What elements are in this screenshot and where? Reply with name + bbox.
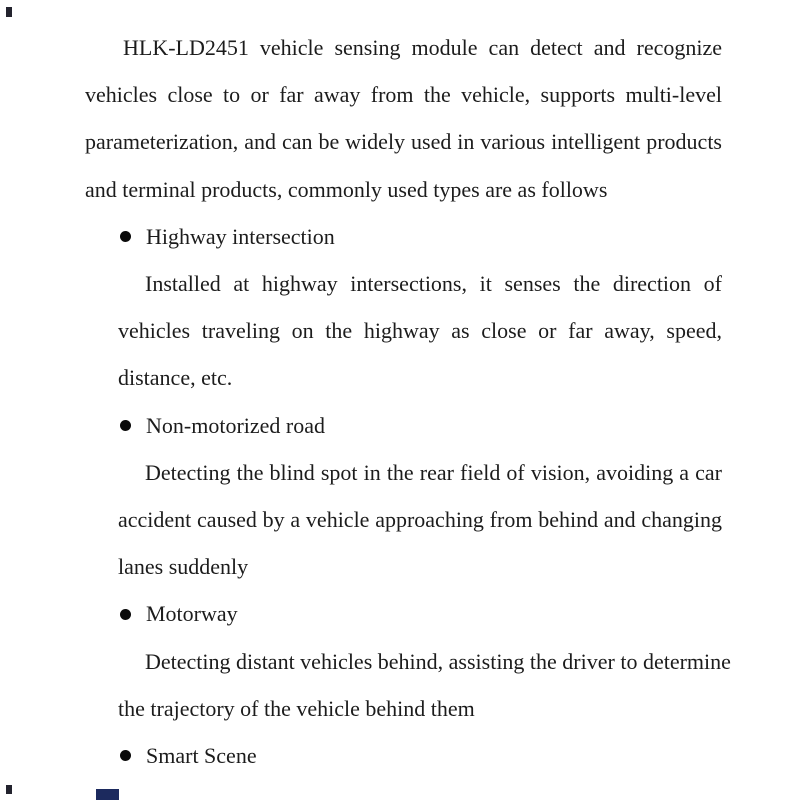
page-edge-artifact-top-left [6, 7, 12, 17]
bullet-description-line: Detecting the blind spot in the rear field of vision, avoiding a car [145, 459, 722, 485]
bullet-description-line: Detecting distant vehicles behind, assisting the driver to determine [145, 648, 731, 674]
bullet-dot-icon [120, 420, 131, 431]
document-content [85, 24, 731, 779]
page-edge-artifact-bottom-bar [96, 789, 119, 800]
bullet-dot-icon [120, 609, 131, 620]
bullet-description-line: the trajectory of the vehicle behind them [118, 695, 475, 721]
bullet-dot-icon [120, 231, 131, 242]
intro-paragraph-line: vehicles close to or far away from the vehicle, supports multi-level [85, 82, 722, 108]
bullet-item [120, 732, 722, 779]
bullet-label: Motorway [146, 601, 238, 627]
bullet-description-line: vehicles traveling on the highway as close or far away, speed, [118, 318, 722, 344]
bullet-description-line: lanes suddenly [118, 554, 249, 580]
bullet-item [120, 590, 722, 637]
page-edge-artifact-bottom-left [6, 785, 12, 794]
intro-paragraph-line: HLK-LD2451 vehicle sensing module can detect and recognize [123, 35, 722, 60]
intro-paragraph-line: parameterization, and can be widely used in various intelligent products [85, 129, 722, 155]
bullet-item [120, 402, 722, 449]
bullet-description-line: accident caused by a vehicle approaching from behind and changing [118, 507, 722, 533]
intro-paragraph-line: and terminal products, commonly used types are as follows [85, 176, 608, 202]
bullet-label: Non-motorized road [146, 412, 325, 438]
bullet-label: Smart Scene [146, 743, 257, 769]
bullet-label: Highway intersection [146, 223, 335, 249]
bullet-description-line: Installed at highway intersections, it senses the direction of [145, 271, 722, 297]
bullet-dot-icon [120, 750, 131, 761]
bullet-item [120, 213, 722, 260]
bullet-description-line: distance, etc. [118, 365, 233, 391]
